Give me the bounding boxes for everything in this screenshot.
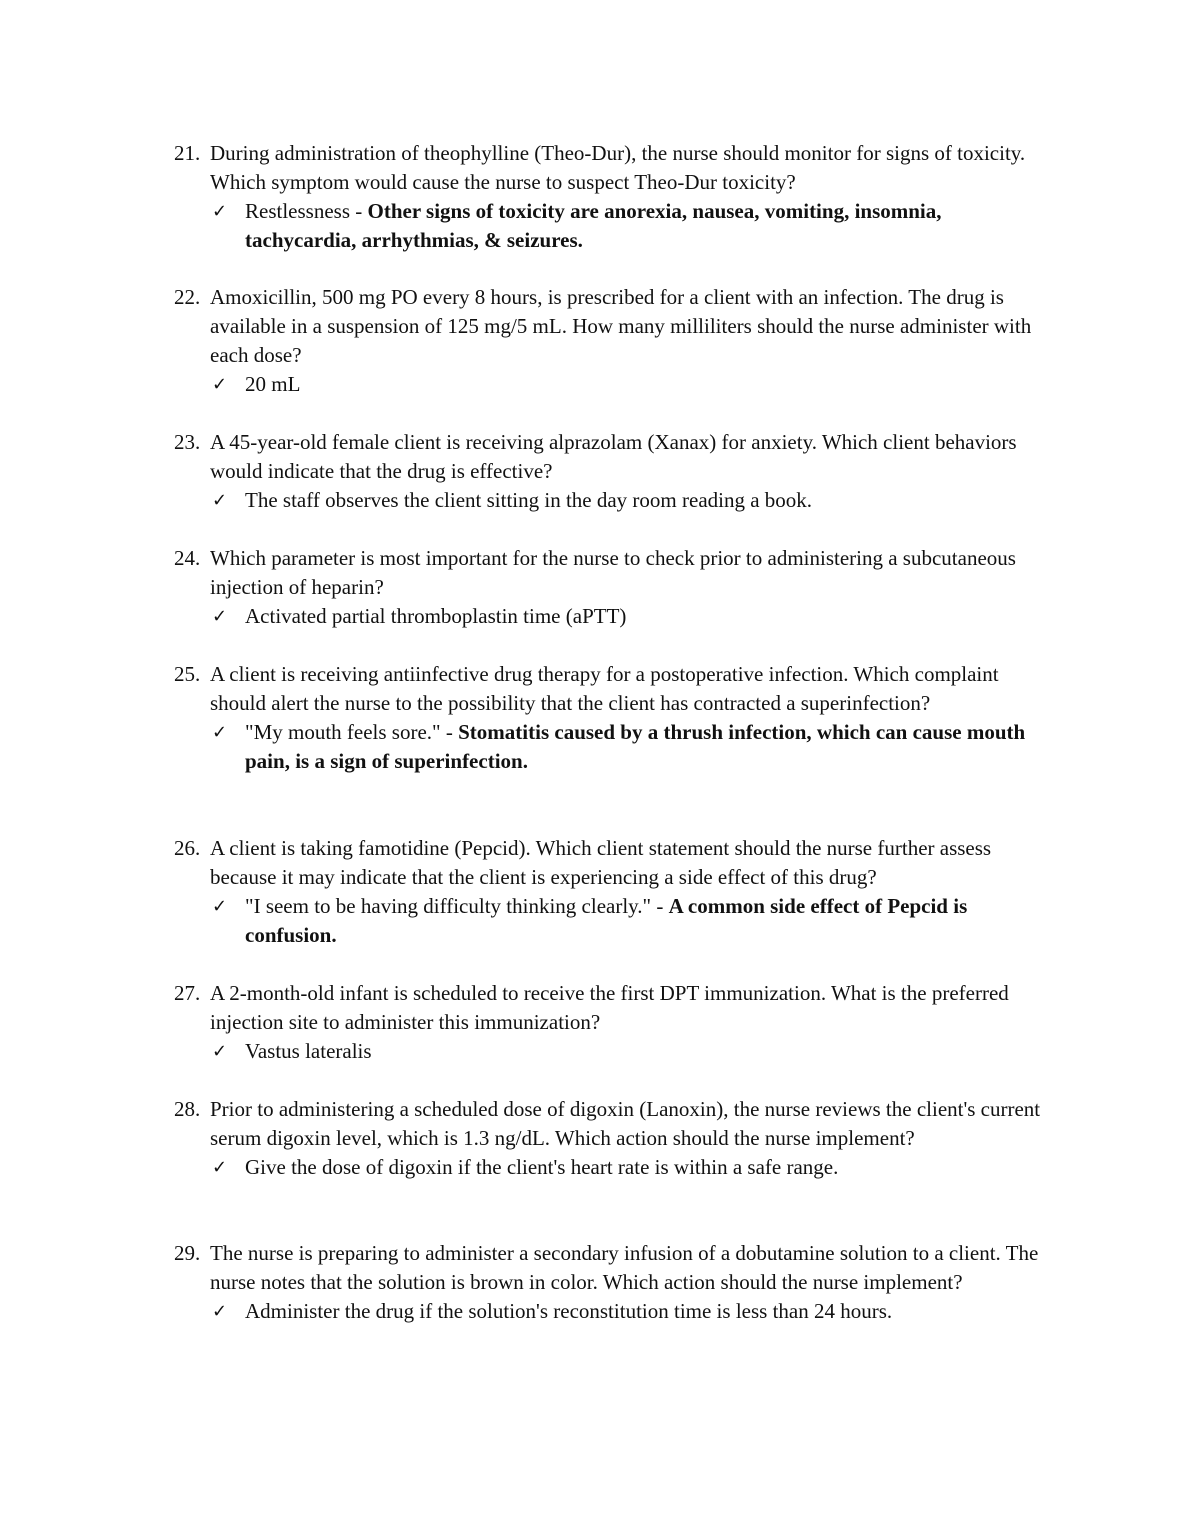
question-23 <box>174 428 1054 515</box>
question-text: The nurse is preparing to administer a secondary infusion of a dobutamine solution to a client. The nurse notes that the solution is brown in color. Which action should the nurse implement? <box>210 1241 1039 1294</box>
answer-line <box>174 1297 1054 1326</box>
answer-line <box>174 486 1054 515</box>
question-number: 26. <box>174 836 201 860</box>
answer-text: Give the dose of digoxin if the client's heart rate is within a safe range. <box>245 1155 839 1179</box>
checkmark-icon: ✓ <box>212 1157 228 1178</box>
question-text: A client is taking famotidine (Pepcid). Which client statement should the nurse further assess because it may indicate that the client is experiencing a side effect of this drug? <box>210 836 992 889</box>
question-text-line <box>174 1239 1054 1297</box>
checkmark-icon: ✓ <box>212 606 228 627</box>
checkmark-icon: ✓ <box>212 1041 228 1062</box>
answer-explanation: A common side effect of Pepcid is confusion. <box>245 894 968 947</box>
question-text-line <box>174 283 1054 370</box>
question-text-line <box>174 834 1054 892</box>
answer-text: Activated partial thromboplastin time (aPTT) <box>245 604 627 628</box>
answer-line <box>174 892 1054 950</box>
answer-explanation: Other signs of toxicity are anorexia, nausea, vomiting, insomnia, tachycardia, arrhythmias, & seizures. <box>245 199 942 252</box>
checkmark-icon: ✓ <box>212 896 228 917</box>
question-26 <box>174 834 1054 950</box>
answer-line <box>174 718 1054 776</box>
answer-text: 20 mL <box>245 372 301 396</box>
question-number: 23. <box>174 430 201 454</box>
question-text-line <box>174 544 1054 602</box>
answer-separator: - <box>651 894 669 918</box>
question-text: Prior to administering a scheduled dose of digoxin (Lanoxin), the nurse reviews the client's current serum digoxin level, which is 1.3 ng/dL. Which action should the nurse implement? <box>210 1097 1041 1150</box>
answer-line <box>174 1037 1054 1066</box>
answer-line <box>174 370 1054 399</box>
question-text: During administration of theophylline (Theo-Dur), the nurse should monitor for signs of toxicity. Which symptom would cause the nurse to suspect Theo-Dur toxicity? <box>210 141 1026 194</box>
answer-separator: - <box>350 199 368 223</box>
question-text: A 2-month-old infant is scheduled to receive the first DPT immunization. What is the preferred injection site to administer this immunization? <box>210 981 1009 1034</box>
question-number: 27. <box>174 981 201 1005</box>
answer-text: Administer the drug if the solution's reconstitution time is less than 24 hours. <box>245 1299 893 1323</box>
answer-text: Restlessness <box>245 199 350 223</box>
question-number: 29. <box>174 1241 201 1265</box>
question-text: Amoxicillin, 500 mg PO every 8 hours, is prescribed for a client with an infection. The drug is available in a suspension of 125 mg/5 mL. How many milliliters should the nurse administer with each dose? <box>210 285 1032 367</box>
answer-line <box>174 602 1054 631</box>
answer-text: Vastus lateralis <box>245 1039 372 1063</box>
question-number: 25. <box>174 662 201 686</box>
question-number: 24. <box>174 546 201 570</box>
question-text: A 45-year-old female client is receiving alprazolam (Xanax) for anxiety. Which client behaviors would indicate that the drug is effective? <box>210 430 1017 483</box>
question-text-line <box>174 660 1054 718</box>
question-text: Which parameter is most important for the nurse to check prior to administering a subcutaneous injection of heparin? <box>210 546 1016 599</box>
answer-text: The staff observes the client sitting in the day room reading a book. <box>245 488 813 512</box>
answer-explanation: Stomatitis caused by a thrush infection, which can cause mouth pain, is a sign of superinfection. <box>245 720 1026 773</box>
question-25 <box>174 660 1054 776</box>
question-24 <box>174 544 1054 631</box>
answer-line <box>174 197 1054 255</box>
question-number: 22. <box>174 285 201 309</box>
question-22 <box>174 283 1054 399</box>
question-21 <box>174 139 1054 255</box>
question-text-line <box>174 979 1054 1037</box>
question-text-line <box>174 428 1054 486</box>
checkmark-icon: ✓ <box>212 201 228 222</box>
question-number: 21. <box>174 141 201 165</box>
answer-separator: - <box>440 720 459 744</box>
question-number: 28. <box>174 1097 201 1121</box>
checkmark-icon: ✓ <box>212 374 228 395</box>
answer-text: "My mouth feels sore." <box>245 720 441 744</box>
checkmark-icon: ✓ <box>212 722 228 743</box>
question-27 <box>174 979 1054 1066</box>
answer-line <box>174 1153 1054 1182</box>
question-text-line <box>174 1095 1054 1153</box>
answer-text: "I seem to be having difficulty thinking clearly." <box>245 894 652 918</box>
checkmark-icon: ✓ <box>212 1301 228 1322</box>
checkmark-icon: ✓ <box>212 490 228 511</box>
question-29 <box>174 1239 1054 1326</box>
question-text: A client is receiving antiinfective drug therapy for a postoperative infection. Which complaint should alert the nurse to the possibility that the client has contracted a superinfection? <box>210 662 999 715</box>
question-text-line <box>174 139 1054 197</box>
question-28 <box>174 1095 1054 1182</box>
